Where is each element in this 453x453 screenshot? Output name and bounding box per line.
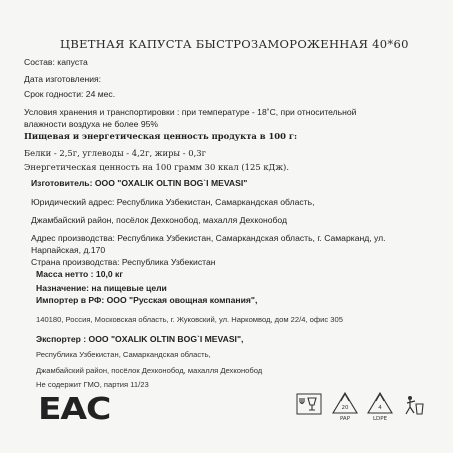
legal-address-2: Джамбайский район, посёлок Дехконобод, махалля Дехконобод [31, 215, 288, 225]
purpose: Назначение: на пищевые цели [36, 283, 167, 293]
importer: Импортер в РФ: ООО "Русская овощная компания", [36, 295, 258, 305]
importer-address: 140180, Россия, Московская область, г. Жуковский, ул. Наркомвод, дом 22/4, офис 305 [36, 315, 343, 324]
production-address: Адрес производства: Республика Узбекистан, Самаркандская область, г. Самарканд, ул. [31, 233, 386, 243]
manufacture-date: Дата изготовления: [24, 74, 102, 84]
pap-label: PAP [339, 416, 351, 421]
ldpe-label: LDPE [372, 416, 388, 421]
product-title: ЦВЕТНАЯ КАПУСТА БЫСТРОЗАМОРОЖЕННАЯ 40*60 [60, 37, 409, 51]
nutrition-header: Пищевая и энергетическая ценность продукта в 100 г: [24, 131, 298, 141]
pap-recycling-icon [331, 391, 359, 421]
food-safe-icon [296, 393, 322, 415]
pap-number: 20 [341, 405, 349, 411]
gmo-batch: Не содержит ГМО, партия 11/23 [36, 380, 149, 389]
exporter: Экспортер : ООО "OXALIK OLTIN BOG`I MEVASI", [36, 334, 244, 344]
energy-value: Энергетическая ценность на 100 грамм 30 ккал (125 кДж). [24, 162, 289, 172]
ldpe-number: 4 [378, 405, 382, 411]
exporter-address-1: Республика Узбекистан, Самаркандская область, [36, 350, 211, 359]
nutrition-values: Белки - 2,5г, углеводы - 4,2г, жиры - 0,3г [24, 148, 206, 158]
storage-line-1: Условия хранения и транспортировки : при температуре - 18˚C, при относительной [24, 107, 357, 117]
country-of-origin: Страна производства: Республика Узбекистан [31, 257, 216, 267]
shelf-life: Срок годности: 24 мес. [24, 89, 116, 99]
legal-address: Юридический адрес: Республика Узбекистан, Самаркандская область, [31, 197, 315, 207]
net-weight: Масса нетто : 10,0 кг [36, 269, 123, 279]
exporter-address-2: Джамбайский район, посёлок Дехконобод, махалля Дехконобод [36, 366, 263, 375]
production-address-2: Нарпайская, д.170 [31, 245, 106, 255]
storage-line-2: влажности воздуха не более 95% [24, 119, 159, 129]
storage-conditions [24, 107, 356, 117]
ldpe-recycling-icon [365, 391, 395, 421]
tidyman-icon [403, 394, 425, 416]
eac-mark: ЕАС [38, 392, 111, 427]
manufacturer: Изготовитель: ООО "OXALIK OLTIN BOG`I MEVASI" [31, 178, 248, 188]
composition: Состав: капуста [24, 57, 88, 67]
